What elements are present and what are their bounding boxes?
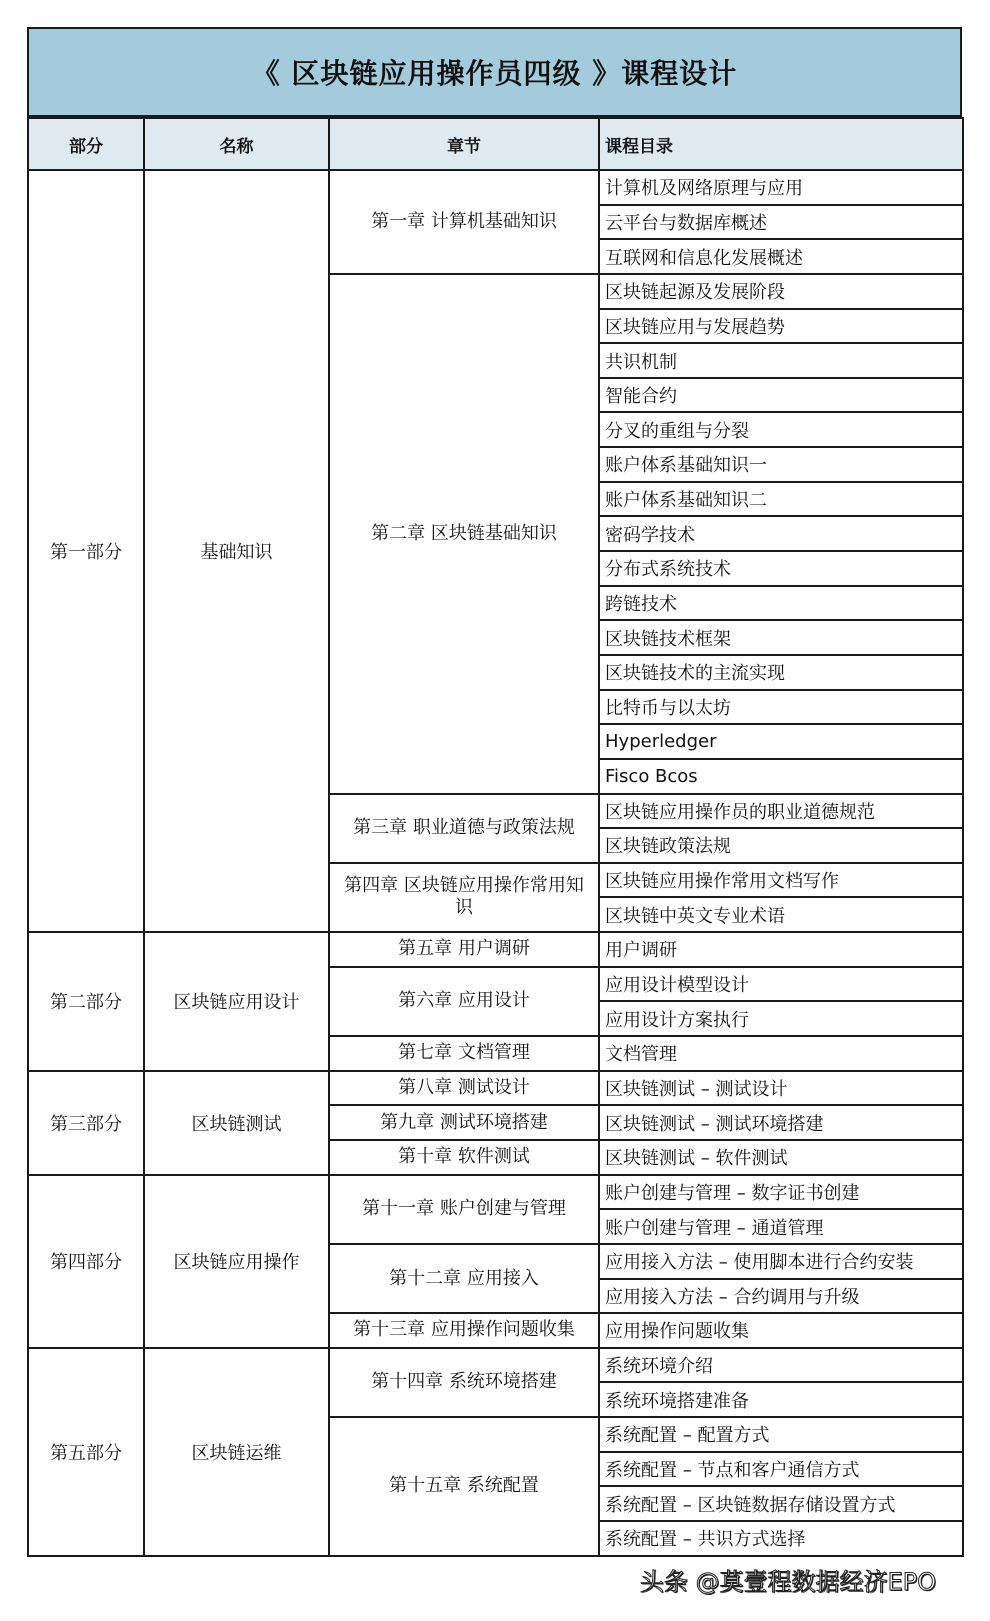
chapter-cell: 第三章 职业道德与政策法规 (329, 794, 599, 863)
topic-cell: 云平台与数据库概述 (599, 205, 963, 240)
topic-cell: 应用接入方法 – 使用脚本进行合约安装 (599, 1244, 963, 1279)
topic-cell: 智能合约 (599, 378, 963, 413)
header-topics: 课程目录 (599, 118, 963, 170)
topic-cell: 系统配置 – 节点和客户通信方式 (599, 1452, 963, 1487)
topic-cell: 区块链测试 – 软件测试 (599, 1140, 963, 1175)
chapter-cell: 第五章 用户调研 (329, 932, 599, 967)
part-cell: 第二部分 (28, 932, 144, 1071)
topic-cell: 系统环境介绍 (599, 1348, 963, 1383)
table-body (28, 170, 963, 1556)
topic-cell: 区块链技术框架 (599, 620, 963, 655)
topic-cell: 系统配置 – 区块链数据存储设置方式 (599, 1486, 963, 1521)
chapter-cell: 第九章 测试环境搭建 (329, 1105, 599, 1140)
topic-cell: 区块链应用操作常用文档写作 (599, 863, 963, 898)
table-row (28, 1348, 963, 1383)
table-row (28, 932, 963, 967)
topic-cell: 账户体系基础知识一 (599, 447, 963, 482)
topic-cell: 密码学技术 (599, 516, 963, 551)
topic-cell: 比特币与以太坊 (599, 690, 963, 725)
chapter-cell: 第八章 测试设计 (329, 1071, 599, 1106)
header-name: 名称 (144, 118, 329, 170)
topic-cell: 跨链技术 (599, 586, 963, 621)
header-part: 部分 (28, 118, 144, 170)
part-cell: 第四部分 (28, 1175, 144, 1348)
topic-cell: 账户体系基础知识二 (599, 482, 963, 517)
header-chapter: 章节 (329, 118, 599, 170)
topic-cell: 区块链中英文专业术语 (599, 897, 963, 932)
topic-cell: Hyperledger (599, 724, 963, 759)
watermark: 头条 @莫壹程数据经济EPO (640, 1568, 937, 1596)
table-row (28, 1175, 963, 1210)
topic-cell: 区块链技术的主流实现 (599, 655, 963, 690)
part-cell: 第三部分 (28, 1071, 144, 1175)
topic-cell: 用户调研 (599, 932, 963, 967)
chapter-cell: 第十二章 应用接入 (329, 1244, 599, 1313)
topic-cell: 应用接入方法 – 合约调用与升级 (599, 1279, 963, 1314)
chapter-cell: 第七章 文档管理 (329, 1036, 599, 1071)
topic-cell: 共识机制 (599, 343, 963, 378)
chapter-cell: 第六章 应用设计 (329, 967, 599, 1036)
topic-cell: 系统环境搭建准备 (599, 1382, 963, 1417)
topic-cell: 区块链应用与发展趋势 (599, 309, 963, 344)
topic-cell: 区块链测试 – 测试设计 (599, 1071, 963, 1106)
part-cell: 第一部分 (28, 170, 144, 932)
chapter-cell: 第十一章 账户创建与管理 (329, 1175, 599, 1244)
topic-cell: 文档管理 (599, 1036, 963, 1071)
part-name-cell: 区块链测试 (144, 1071, 329, 1175)
topic-cell: 账户创建与管理 – 通道管理 (599, 1209, 963, 1244)
topic-cell: 区块链应用操作员的职业道德规范 (599, 794, 963, 829)
topic-cell: 分叉的重组与分裂 (599, 412, 963, 447)
chapter-cell: 第十章 软件测试 (329, 1140, 599, 1175)
topic-cell: 互联网和信息化发展概述 (599, 239, 963, 274)
topic-cell: 系统配置 – 配置方式 (599, 1417, 963, 1452)
topic-cell: 区块链测试 – 测试环境搭建 (599, 1105, 963, 1140)
topic-cell: 区块链起源及发展阶段 (599, 274, 963, 309)
topic-cell: 应用设计模型设计 (599, 967, 963, 1002)
topic-cell: 账户创建与管理 – 数字证书创建 (599, 1175, 963, 1210)
topic-cell: 计算机及网络原理与应用 (599, 170, 963, 205)
topic-cell: 应用操作问题收集 (599, 1313, 963, 1348)
topic-cell: 系统配置 – 共识方式选择 (599, 1521, 963, 1556)
table-row (28, 170, 963, 205)
chapter-cell: 第十五章 系统配置 (329, 1417, 599, 1556)
chapter-cell: 第一章 计算机基础知识 (329, 170, 599, 274)
chapter-cell: 第四章 区块链应用操作常用知识 (329, 863, 599, 932)
header-row (28, 118, 963, 170)
topic-cell: 分布式系统技术 (599, 551, 963, 586)
topic-cell: 应用设计方案执行 (599, 1001, 963, 1036)
part-name-cell: 基础知识 (144, 170, 329, 932)
table-row (28, 1071, 963, 1106)
topic-cell: 区块链政策法规 (599, 828, 963, 863)
part-cell: 第五部分 (28, 1348, 144, 1556)
part-name-cell: 区块链应用操作 (144, 1175, 329, 1348)
chapter-cell: 第二章 区块链基础知识 (329, 274, 599, 794)
chapter-cell: 第十三章 应用操作问题收集 (329, 1313, 599, 1348)
chapter-cell: 第十四章 系统环境搭建 (329, 1348, 599, 1417)
part-name-cell: 区块链运维 (144, 1348, 329, 1556)
topic-cell: Fisco Bcos (599, 759, 963, 794)
table-title: 《 区块链应用操作员四级 》课程设计 (27, 27, 962, 117)
part-name-cell: 区块链应用设计 (144, 932, 329, 1071)
course-table-container (27, 27, 962, 1557)
course-table (27, 117, 964, 1557)
